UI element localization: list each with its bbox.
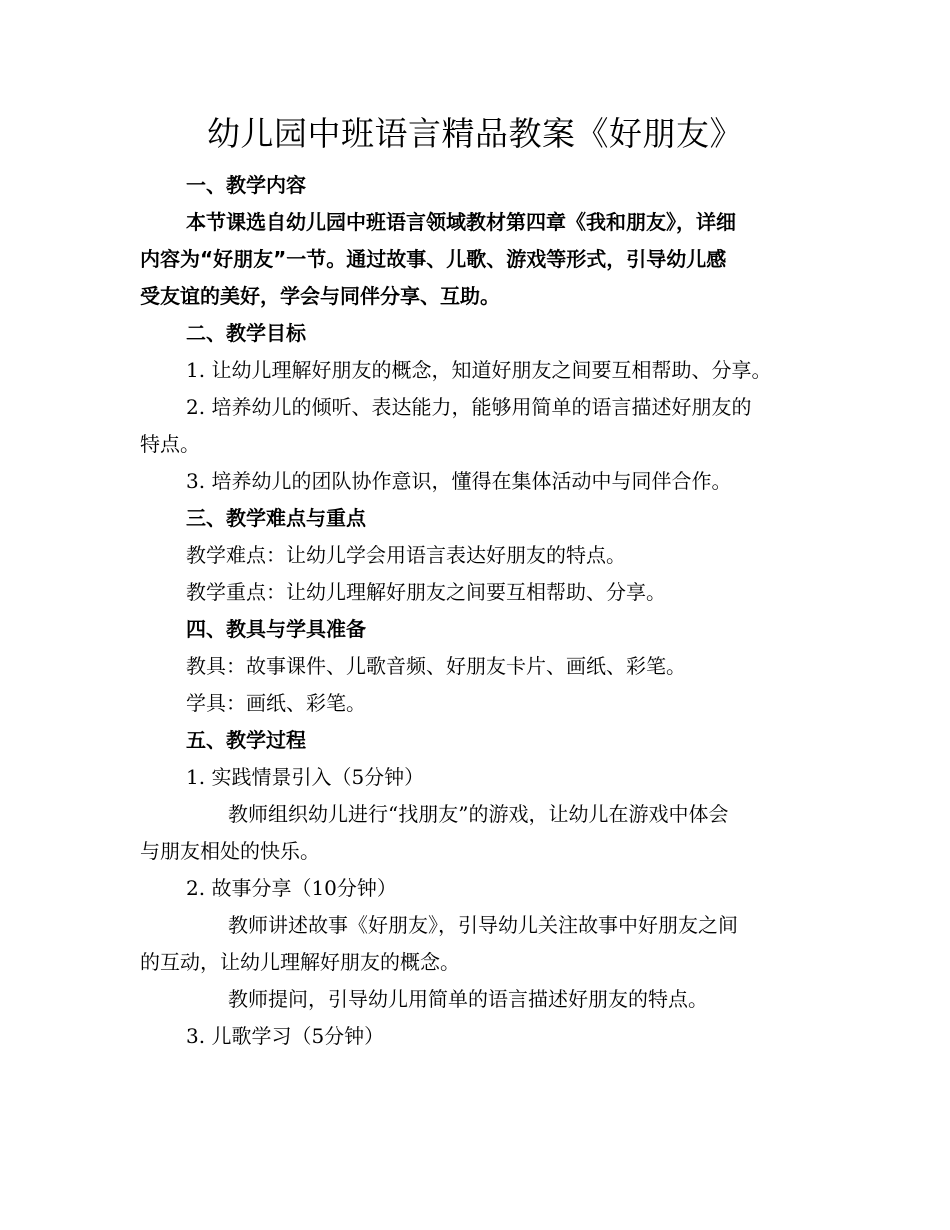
body-text-line: 3. 培养幼儿的团队协作意识，懂得在集体活动中与同伴合作。 xyxy=(186,469,732,493)
body-text-line: 学具：画纸、彩笔。 xyxy=(186,691,366,715)
body-text-line: 教师组织幼儿进行“找朋友”的游戏，让幼儿在游戏中体会 xyxy=(228,802,729,826)
body-text-line: 与朋友相处的快乐。 xyxy=(140,839,320,863)
section-heading-line: 四、教具与学具准备 xyxy=(186,617,366,641)
section-heading-line: 本节课选自幼儿园中班语言领域教材第四章《我和朋友》，详细 xyxy=(186,210,736,234)
body-text-line: 教师讲述故事《好朋友》，引导幼儿关注故事中好朋友之间 xyxy=(228,913,738,937)
section-heading-line: 五、教学过程 xyxy=(186,728,306,752)
body-text-line: 教具：故事课件、儿歌音频、好朋友卡片、画纸、彩笔。 xyxy=(186,654,686,678)
body-text-line: 教学难点：让幼儿学会用语言表达好朋友的特点。 xyxy=(186,543,626,567)
body-text-line: 的互动，让幼儿理解好朋友的概念。 xyxy=(140,950,460,974)
section-heading-line: 一、教学内容 xyxy=(186,173,306,197)
body-text-line: 2. 培养幼儿的倾听、表达能力，能够用简单的语言描述好朋友的 xyxy=(186,395,752,419)
section-heading-line: 三、教学难点与重点 xyxy=(186,506,366,530)
document-body xyxy=(140,167,830,1055)
body-text-line: 1. 实践情景引入（5分钟） xyxy=(186,765,425,789)
document-title: 幼儿园中班语言精品教案《好朋友》 xyxy=(207,114,743,153)
section-heading-line: 受友谊的美好，学会与同伴分享、互助。 xyxy=(140,284,500,308)
body-text-line: 1. 让幼儿理解好朋友的概念，知道好朋友之间要互相帮助、分享。 xyxy=(186,358,772,382)
section-heading-line: 二、教学目标 xyxy=(186,321,306,345)
body-text-line: 2. 故事分享（10分钟） xyxy=(186,876,397,900)
section-heading-line: 内容为“好朋友”一节。通过故事、儿歌、游戏等形式，引导幼儿感 xyxy=(140,247,727,271)
body-text-line: 3. 儿歌学习（5分钟） xyxy=(186,1024,385,1048)
body-text-line: 教学重点：让幼儿理解好朋友之间要互相帮助、分享。 xyxy=(186,580,666,604)
body-text-line: 教师提问，引导幼儿用简单的语言描述好朋友的特点。 xyxy=(228,987,708,1011)
body-text-line: 特点。 xyxy=(140,432,200,456)
